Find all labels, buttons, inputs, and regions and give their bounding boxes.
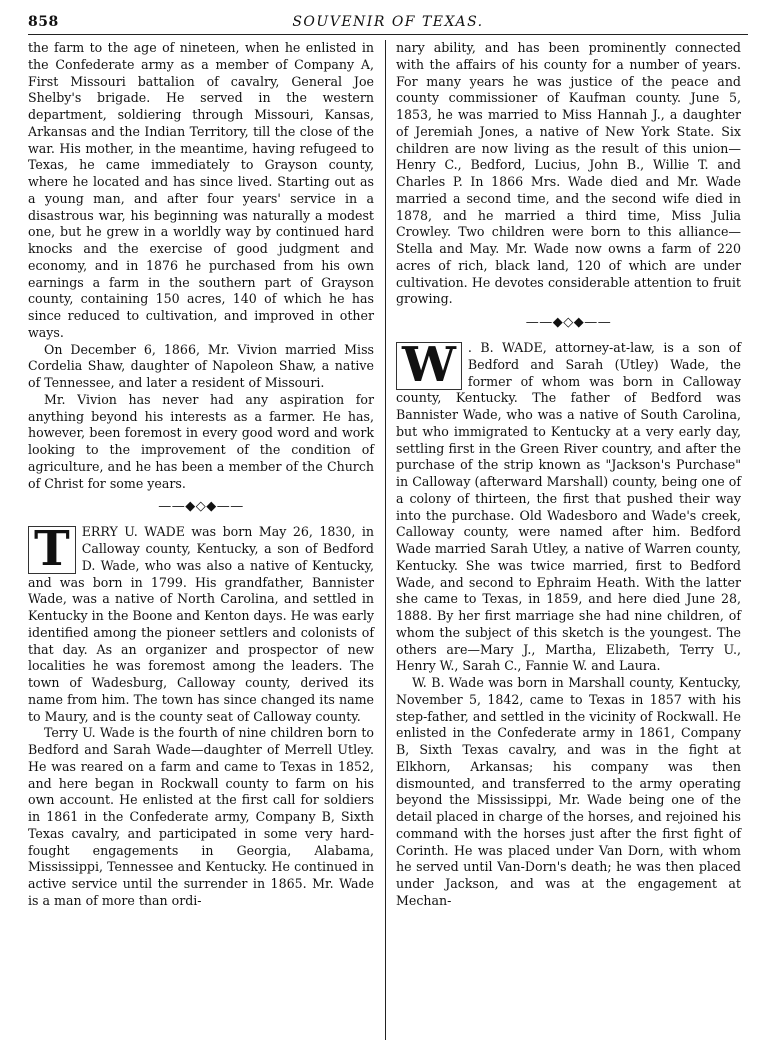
right-column (396, 40, 741, 910)
wb-wade-text-1: attorney-at-law, is a son of Bedford and Sarah (Utley) Wade, the former of whom was born in Calloway county, Kentucky. The father of Bedford was Bannister Wade, who was a native of South Carolina, but who immigrated to Kentucky at a very early day, settling first in the Green River country, and after the purchase of the strip known as "Jackson's Purchase" in Calloway (afterward Marshall) county, being one of a colony of thirteen, the first that pushed their way into the purchase. Old Wadesboro and Wade's creek, Calloway county, were named after him. Bedford Wade married Sarah Utley, a native of Warren county, Kentucky. She was twice married, first to Bedford Wade, and second to Ephraim Heath. With the latter she came to Texas, in 1859, and here died June 28, 1888. By her first marriage she had nine children, of whom the subject of this sketch is the youngest. The others are—Mary J., Martha, Elizabeth, Terry U., Henry W., Sarah C., Fannie W. and Laura. (396, 340, 741, 674)
terry-wade-text-1: was born May 26, 1830, in Calloway county, Kentucky, a son of Bedford D. Wade, who was also a native of Kentucky, and was born in 1799. His grandfather, Bannister Wade, was a native of North Carolina, and settled in Kentucky in the Boone and Kenton days. He was early identified among the pioneer settlers and colonists of that day. As an organizer and prospector of new localities he was foremost among the leaders. The town of Wadesburg, Calloway county, derived its name from him. The town has since changed its name to Maury, and is the county seat of Calloway county. (28, 524, 374, 724)
terry-wade-paragraph-3: nary ability, and has been prominently connected with the affairs of his county for a number of years. For many years he was justice of the peace and county commissioner of Kaufman county. June 5, 1853, he was married to Miss Hannah J., a daughter of Jeremiah Jones, a native of New York State. Six children are now living as the result of this union—Henry C., Bedford, Lucius, John B., Willie T. and Charles P. In 1866 Mrs. Wade died and Mr. Wade married a second time, and the second wife died in 1878, and he married a third time, Miss Julia Crowley. Two children were born to this alliance—Stella and May. Mr. Wade now owns a farm of 220 acres of rich, black land, 120 of which are under cultivation. He devotes considerable attention to fruit growing. (396, 40, 741, 307)
wb-wade-lead: . B. WADE, (467, 340, 547, 355)
header-rule (28, 34, 748, 35)
page-header (28, 10, 748, 34)
section-ornament: ——◆◇◆—— (158, 499, 244, 515)
terry-wade-lead: ERRY U. WADE (81, 524, 185, 540)
wb-wade-paragraph-1 (396, 337, 741, 675)
wb-wade-paragraph-2: W. B. Wade was born in Marshall county, Kentucky, November 5, 1842, came to Texas in 1857 with his step-father, and settled in the vicinity of Rockwall. He enlisted in the Confederate army in 1861, Company B, Sixth Texas cavalry, and was in the fight at Elkhorn, Arkansas; his company was then dismounted, and transferred to the army operating beyond the Mississippi, Mr. Wade being one of the detail placed in charge of the horses, and rejoined his command with the horses just after the first fight of Corinth. He was placed under Van Dorn, with whom he served until Van-Dorn's death; he was then placed under Jackson, and was at the engagement at Mechan- (396, 675, 741, 908)
running-head: SOUVENIR OF TEXAS. (292, 14, 484, 30)
drop-cap: W (396, 342, 462, 390)
drop-cap: T (28, 526, 76, 574)
vivion-paragraph-3: Mr. Vivion has never had any aspiration for anything beyond his interests as a farmer. He has, however, been foremost in every good word and work looking to the improvement of the condition of agriculture, and he has been a member of the Church of Christ for some years. (28, 391, 374, 491)
terry-wade-paragraph-2: Terry U. Wade is the fourth of nine children born to Bedford and Sarah Wade—daughter of Merrell Utley. He was reared on a farm and came to Texas in 1852, and here began in Rockwall county to farm on his own account. He enlisted at the first call for soldiers in 1861 in the Confederate army, Company B, Sixth Texas cavalry, and participated in some very hard-fought engagements in Georgia, Alabama, Mississippi, Tennessee and Kentucky. He continued in active service until the surrender in 1865. Mr. Wade is a man of more than ordi- (28, 725, 374, 908)
vivion-paragraph-2: On December 6, 1866, Mr. Vivion married Miss Cordelia Shaw, daughter of Napoleon Shaw, a native of Tennessee, and later a resident of Missouri. (28, 341, 374, 390)
vivion-paragraph-1: the farm to the age of nineteen, when he enlisted in the Confederate army as a member of Company A, First Missouri battalion of cavalry, General Joe Shelby's brigade. He served in the western department, soldiering through Missouri, Kansas, Arkansas and the Indian Territory, till the close of the war. His mother, in the meantime, having refugeed to Texas, he came immediately to Grayson county, where he located and has since lived. Starting out as a young man, and after four years' service in a disastrous war, his beginning was naturally a modest one, but he grew in a worldly way by continued hard knocks and the exercise of good judgment and economy, and in 1876 he purchased from his own earnings a farm in the southern part of Grayson county, containing 150 acres, 140 of which he has since reduced to cultivation, and improved in other ways. (28, 40, 374, 340)
column-divider (385, 40, 386, 1040)
left-column (28, 40, 374, 910)
section-ornament: ——◆◇◆—— (525, 315, 612, 330)
page-number: 858 (28, 14, 59, 30)
terry-wade-paragraph-1 (28, 521, 374, 725)
